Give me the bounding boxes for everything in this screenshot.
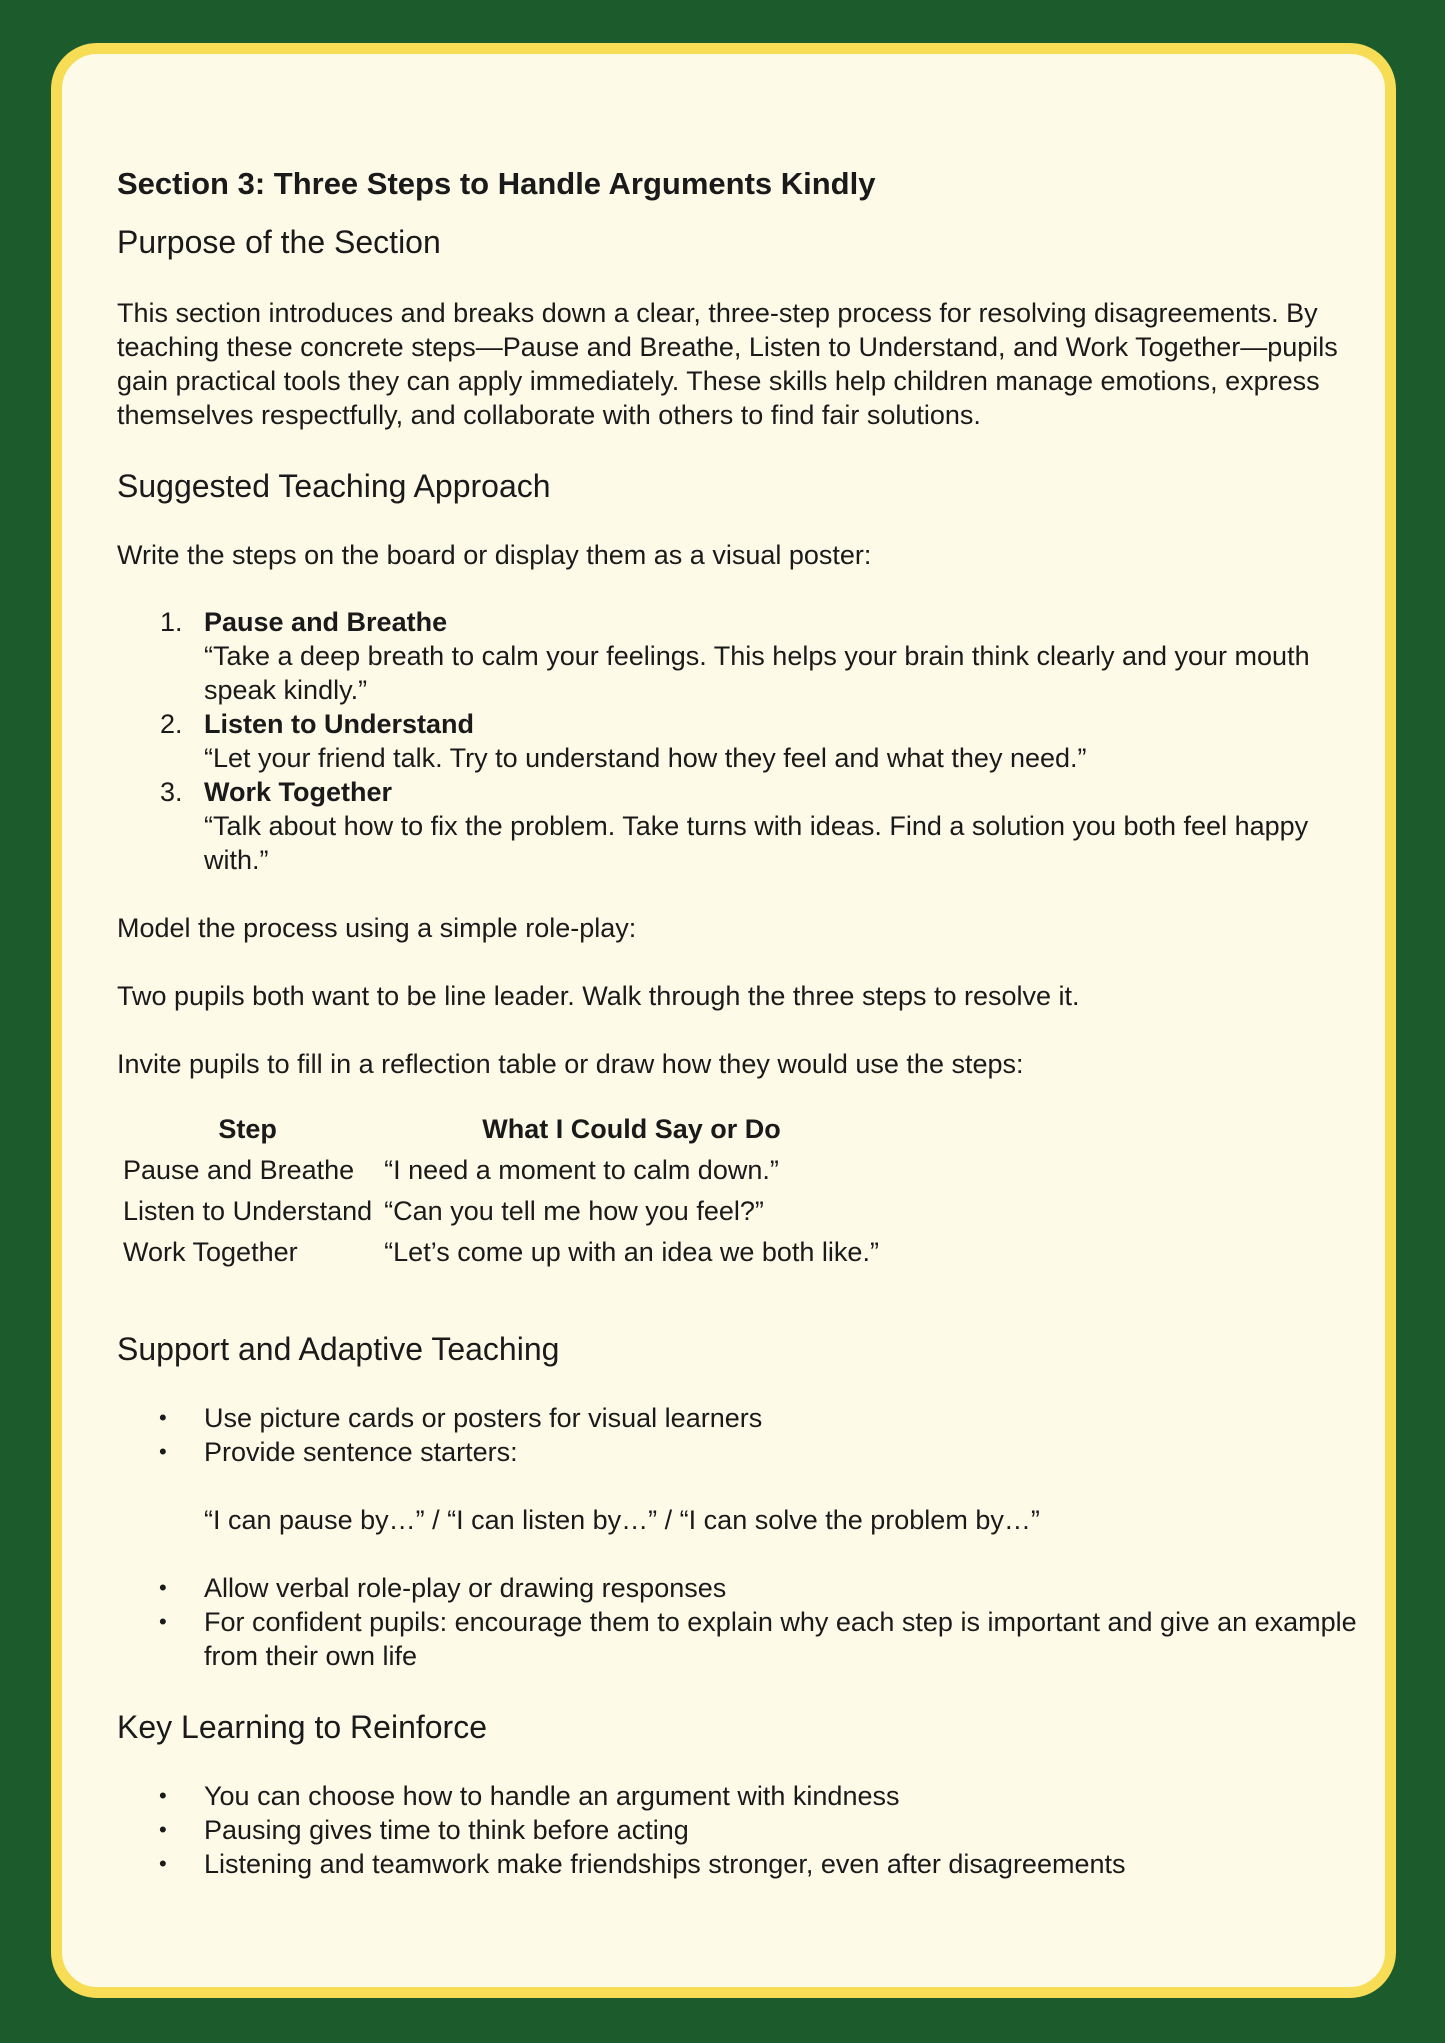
table-cell-step: Pause and Breathe: [123, 1155, 355, 1185]
bullet-icon: •: [159, 1575, 167, 1600]
bullet-icon: •: [159, 1439, 167, 1464]
step-item: [117, 605, 1367, 707]
list-item-text: Provide sentence starters:: [204, 1437, 518, 1467]
step-number: 1.: [160, 607, 183, 637]
step-text: “Talk about how to fix the problem. Take turns with ideas. Find a solution you both feel happy with.”: [204, 811, 1309, 875]
reflection-table: [117, 1109, 885, 1273]
list-item: [117, 1571, 1367, 1605]
bullet-icon: •: [159, 1851, 167, 1876]
document-content: [117, 164, 1367, 1881]
step-number: 3.: [160, 777, 183, 807]
list-item-text: Listening and teamwork make friendships stronger, even after disagreements: [204, 1849, 1126, 1879]
bullet-icon: •: [159, 1817, 167, 1842]
table-cell-say: “Let’s come up with an idea we both like.”: [384, 1237, 879, 1267]
invite-text: Invite pupils to fill in a reflection table or draw how they would use the steps:: [117, 1049, 1024, 1079]
list-item: [117, 1779, 1367, 1813]
list-item-text: You can choose how to handle an argument with kindness: [204, 1781, 900, 1811]
approach-intro: Write the steps on the board or display them as a visual poster:: [117, 540, 872, 570]
table-cell-step: Work Together: [123, 1237, 298, 1267]
list-item-text: Allow verbal role-play or drawing responses: [204, 1573, 727, 1603]
step-text: “Take a deep breath to calm your feelings. This helps your brain think clearly and your mouth speak kindly.”: [204, 641, 1310, 705]
support-list-2: [117, 1571, 1367, 1673]
step-title: Pause and Breathe: [204, 607, 448, 637]
table-cell-say: “Can you tell me how you feel?”: [384, 1196, 764, 1226]
steps-list: [117, 605, 1367, 877]
step-item: [117, 775, 1367, 877]
key-heading: Key Learning to Reinforce: [117, 1709, 487, 1745]
approach-heading: Suggested Teaching Approach: [117, 468, 551, 504]
key-list: [117, 1779, 1367, 1881]
purpose-body: This section introduces and breaks down a clear, three-step process for resolving disagreements. By teaching these concrete steps—Pause and Breathe, Listen to Understand, and Work Together—pupils gain practical tools they can apply immediately. These skills help children manage emotions, express themselves respectfully, and collaborate with others to find fair solutions.: [117, 298, 1338, 430]
step-title: Listen to Understand: [204, 709, 475, 739]
bullet-icon: •: [159, 1609, 167, 1634]
list-item: [117, 1847, 1367, 1881]
section-title: Section 3: Three Steps to Handle Arguments Kindly: [117, 166, 876, 201]
support-list: [117, 1401, 1367, 1469]
list-item: [117, 1813, 1367, 1847]
list-item-text: For confident pupils: encourage them to explain why each step is important and give an example from their own life: [204, 1607, 1357, 1671]
sentence-starters: “I can pause by…” / “I can listen by…” / “I can solve the problem by…”: [204, 1505, 1040, 1535]
list-item: [117, 1605, 1367, 1673]
table-header-row: [117, 1109, 885, 1150]
table-cell-say: “I need a moment to calm down.”: [384, 1155, 779, 1185]
step-number: 2.: [160, 709, 183, 739]
step-item: [117, 707, 1367, 775]
list-item: [117, 1401, 1367, 1435]
table-header-step: Step: [218, 1114, 277, 1144]
model-intro: Model the process using a simple role-play:: [117, 913, 637, 943]
table-row: [117, 1232, 885, 1273]
list-item-text: Pausing gives time to think before acting: [204, 1815, 689, 1845]
document-card: [51, 43, 1396, 1998]
table-cell-step: Listen to Understand: [123, 1196, 373, 1226]
list-item: [117, 1435, 1367, 1469]
table-row: [117, 1150, 885, 1191]
role-play-text: Two pupils both want to be line leader. Walk through the three steps to resolve it.: [117, 981, 1080, 1011]
table-header-say: What I Could Say or Do: [482, 1114, 781, 1144]
support-heading: Support and Adaptive Teaching: [117, 1331, 560, 1367]
purpose-heading: Purpose of the Section: [117, 224, 441, 260]
step-text: “Let your friend talk. Try to understand how they feel and what they need.”: [204, 743, 1087, 773]
table-row: [117, 1191, 885, 1232]
bullet-icon: •: [159, 1783, 167, 1808]
list-item-text: Use picture cards or posters for visual learners: [204, 1403, 763, 1433]
step-title: Work Together: [204, 777, 393, 807]
bullet-icon: •: [159, 1405, 167, 1430]
